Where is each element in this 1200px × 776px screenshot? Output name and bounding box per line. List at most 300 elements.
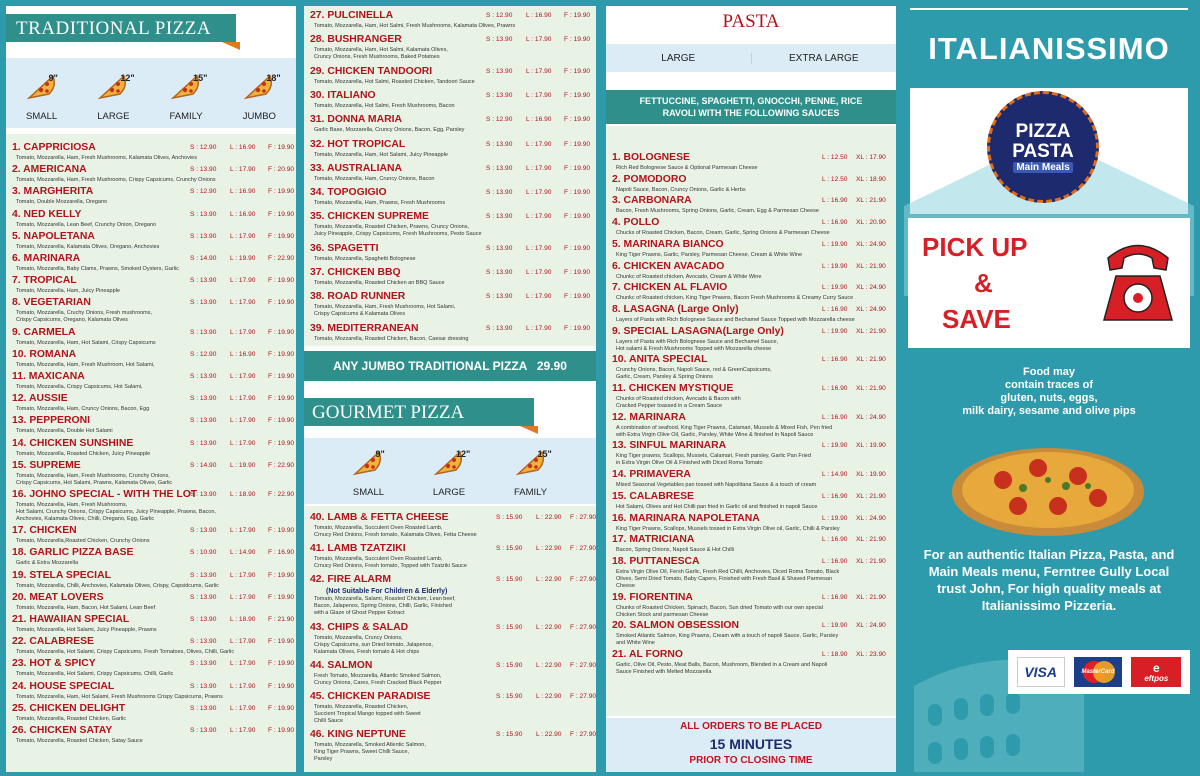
- badge-pizza: PIZZA: [1015, 120, 1071, 142]
- menu-item-price-xl: XL : 24.90: [856, 514, 886, 522]
- pizza-slice-icon: [98, 72, 135, 105]
- menu-item-line: [612, 195, 892, 208]
- menu-item-price-l: L : 17.90: [526, 213, 552, 221]
- menu-item-line: [12, 680, 295, 694]
- menu-item-description: Tomato, Mozzarella, Cruchy Onions, Fresh mushrooms, Crispy Capsicums, Oregano, Kalamata Olives: [16, 310, 153, 324]
- size-inches: 15": [193, 73, 208, 83]
- menu-item: [6, 460, 296, 487]
- pasta-header: [606, 6, 896, 38]
- menu-item-price-l: L : 17.90: [230, 232, 256, 240]
- menu-item-price-f: F : 19.90: [268, 328, 295, 336]
- menu-item-description: Tomato, Mozzarella, Ham, Prawns, Fresh Mushrooms: [314, 200, 446, 207]
- menu-item-name: 40. LAMB & FETTA CHEESE: [310, 512, 449, 523]
- allergy-line4: milk dairy, sesame and olive pips: [962, 405, 1136, 417]
- menu-item-price-s: S : 13.90: [486, 189, 513, 197]
- menu-item-price-s: S : 13.90: [486, 324, 513, 332]
- size-option: [242, 72, 281, 122]
- menu-item-name: 36. SPAGETTI: [310, 242, 379, 254]
- menu-item-price-s: S : 13.90: [190, 210, 217, 218]
- menu-item-line: [12, 415, 295, 428]
- menu-item: [606, 383, 896, 410]
- menu-item-description: Tomato, Mozzarella, Spaghetti Bolognese: [314, 255, 416, 262]
- menu-item-price-s: S : 15.90: [496, 661, 523, 669]
- menu-item-name: 12. MARINARA: [612, 411, 686, 423]
- traditional-pizza-list-2: [304, 6, 596, 346]
- menu-item-price-xl: XL : 17.90: [856, 154, 886, 161]
- menu-item-price-f: F : 19.90: [564, 12, 591, 19]
- menu-item-line: [310, 291, 592, 304]
- menu-item-price-l: L : 19.90: [822, 284, 848, 292]
- menu-item-name: 20. SALMON OBSESSION: [612, 620, 740, 632]
- menu-item-description: Layers of Pasta with Rich Bolognese Sauce and Bechamel Sauce Topped with Mozzarella cheese: [616, 316, 855, 323]
- menu-item-line: [612, 491, 892, 504]
- menu-item-price-l: L : 14.90: [230, 549, 256, 557]
- menu-item-price-l: L : 19.90: [230, 461, 256, 469]
- pizza-pasta-badge: [987, 91, 1099, 203]
- order-notice-line2: 15 MINUTES: [709, 736, 793, 752]
- menu-item-line: [612, 239, 892, 252]
- pasta-list: [606, 126, 896, 716]
- badge-main-meals: Main Meals: [1013, 162, 1072, 173]
- pizza-slice-icon: [353, 448, 383, 481]
- menu-item-description: Tomato, Mozzarella, Hot Salami, Juicy Pineapple, Prawns: [16, 627, 157, 633]
- menu-item-line: [12, 437, 295, 451]
- gourmet-pizza-title: GOURMET PIZZA: [312, 402, 465, 423]
- menu-item-price-s: S : 13.90: [190, 277, 217, 285]
- menu-item-price-xl: XL : 21.90: [856, 593, 886, 601]
- menu-item-price-s: S : 13.90: [190, 571, 217, 579]
- menu-item-description: Tomato, Mozzarella, Ham, Hot Salmi, Kalamata Olives, Cruncy Onions, Fresh Mushrooms, Baked Potatoes: [314, 47, 448, 61]
- size-label: SMALL: [352, 487, 385, 498]
- menu-item-name: 14. PRIMAVERA: [612, 469, 691, 481]
- menu-item-description: Tomato, Mozzarella, Roasted Chicken, Succient Tropical Mango topped with Sweet Chilli Sauce: [314, 704, 421, 724]
- menu-item-price-f: F : 19.90: [268, 439, 295, 447]
- menu-item-description: Tomato, Mozzarella, Ham, Hot Salami, Crispy Capsicums: [16, 339, 156, 346]
- menu-item-price-s: S : 13.90: [190, 616, 217, 623]
- menu-item-name: 20. MEAT LOVERS: [12, 591, 104, 603]
- menu-item-price-f: F : 19.90: [564, 213, 591, 221]
- menu-item-line: [612, 304, 892, 317]
- menu-item-price-s: S : 15.90: [496, 514, 523, 521]
- mastercard-logo: [1074, 657, 1122, 687]
- menu-item-price-l: L : 19.90: [822, 327, 848, 335]
- menu-item-line: [12, 393, 295, 406]
- menu-item-description: Tomato, Mozzarella, Ham, Fresh Mushrooms, Crispy Capsicums, Crunchy Onions: [16, 177, 216, 184]
- menu-item-line: [12, 725, 295, 738]
- menu-item: [606, 592, 896, 619]
- menu-item-name: 44. SALMON: [310, 659, 373, 671]
- menu-item: [6, 525, 296, 545]
- menu-item: [6, 349, 296, 369]
- menu-item-price-l: L : 17.90: [230, 373, 256, 380]
- size-label: JUMBO: [242, 111, 276, 122]
- menu-item-price-s: S : 12.90: [190, 144, 217, 151]
- menu-item: [6, 164, 296, 184]
- order-notice-line3: PRIOR TO CLOSING TIME: [689, 755, 813, 766]
- pickup-line1: PICK UP: [922, 232, 1028, 262]
- menu-item-price-s: S : 12.90: [486, 116, 513, 124]
- menu-item: [304, 114, 596, 134]
- menu-item-price-l: L : 17.90: [230, 638, 256, 646]
- menu-item-name: 5. MARINARA BIANCO: [612, 238, 724, 250]
- size-option: [26, 72, 57, 122]
- menu-item-price-l: L : 17.90: [526, 67, 552, 75]
- menu-item-line: [612, 620, 892, 633]
- menu-item: [6, 489, 296, 523]
- menu-item: [6, 393, 296, 413]
- menu-item-line: [310, 187, 592, 200]
- menu-item: [606, 304, 896, 324]
- menu-item-line: [310, 243, 592, 256]
- menu-item-description: Garlic Base, Mozzarella, Cruncy Onions, Bacon, Egg, Parsley: [314, 127, 465, 134]
- menu-item-price-l: L : 17.90: [230, 593, 256, 601]
- menu-item-line: [12, 275, 295, 288]
- menu-item-description: Fresh Tomato, Mozzarella, Atlantic Smoked Salmon, Cruncy Onions, Cares, Fresh Cracked Black Pepper: [314, 672, 442, 686]
- menu-item-name: 32. HOT TROPICAL: [310, 138, 406, 150]
- menu-item-line: [612, 261, 892, 274]
- menu-item-price-f: F : 27.90: [570, 514, 596, 521]
- menu-item-name: 7. TROPICAL: [12, 275, 77, 287]
- menu-item-price-xl: XL : 24.90: [856, 622, 886, 630]
- menu-item-line: [612, 217, 892, 230]
- menu-item-price-f: F : 27.90: [570, 693, 596, 700]
- pickup-box: [908, 218, 1190, 348]
- menu-item: [6, 415, 296, 435]
- menu-item-price-s: S : 13.90: [190, 166, 217, 174]
- menu-item-line: [310, 323, 592, 336]
- jumbo-banner-text: ANY JUMBO TRADITIONAL PIZZA 29.90: [333, 359, 567, 373]
- menu-item-name: 15. SUPREME: [12, 459, 81, 471]
- menu-item-price-l: L : 17.90: [230, 527, 256, 535]
- menu-item-name: 4. NED KELLY: [12, 208, 82, 220]
- menu-item: [304, 139, 596, 159]
- menu-item-line: [612, 174, 892, 187]
- menu-item-price-l: L : 16.90: [822, 385, 848, 392]
- menu-item-name: 2. POMODORO: [612, 173, 687, 185]
- menu-item-price-l: L : 18.90: [230, 491, 256, 498]
- traditional-pizza-panel: [6, 6, 296, 772]
- pasta-banner: [606, 90, 896, 124]
- menu-item-price-l: L : 22.90: [536, 623, 562, 631]
- menu-item: [6, 297, 296, 324]
- menu-item-description: Tomato, Mozzarella, Ham, Fresh Mushrooms, Kalamata Olives, Anchovies: [16, 155, 197, 161]
- menu-item: [6, 725, 296, 745]
- menu-item-line: [612, 354, 892, 367]
- menu-item-price-xl: XL : 24.90: [856, 284, 886, 292]
- order-notice-line1: ALL ORDERS TO BE PLACED: [680, 721, 822, 732]
- menu-item-price-l: L : 16.90: [230, 188, 256, 196]
- menu-item: [606, 469, 896, 489]
- gourmet-pizza-list: [304, 506, 596, 772]
- menu-item-line: [310, 659, 596, 673]
- menu-item-name: 2. AMERICANA: [12, 164, 87, 176]
- menu-item-description: Tomato, Mozzarella, Roasted Chicken, Prawns, Cruncy Onions, Juicy Pineapple, Crispy Capsicums, Fresh Mushrooms, Pesto Sauce: [314, 224, 482, 238]
- allergy-line2: contain traces of: [1004, 379, 1094, 391]
- menu-item-name: 29. CHICKEN TANDOORI: [310, 65, 433, 77]
- menu-item-name: 15. CALABRESE: [612, 490, 694, 502]
- menu-item-description: Tomato, Mozzarella, Ham, Juicy Pineapple: [16, 288, 120, 295]
- menu-item-description: Tomato, Mozzarella, Roasted Chicken, Juicy Pineapple: [16, 450, 151, 457]
- menu-item-description: Tomato, Mozzarella, Salami, Roasted Chicken, Lean beef, Bacon, Jalapenos, Spring Onions, Chilli, Garlic, Finished with a Glaze of Ghost Pepper Extract: [314, 596, 456, 617]
- menu-item-name: 19. STELA SPECIAL: [12, 569, 111, 581]
- menu-item-price-l: L : 17.90: [230, 660, 256, 668]
- size-option: [353, 448, 384, 498]
- pizza-slice-icon: [27, 72, 57, 105]
- eftpos-e-icon: e: [1152, 660, 1160, 675]
- menu-item-price-l: L : 16.90: [822, 197, 848, 205]
- pasta-sizes-row: [606, 44, 896, 72]
- menu-item-price-s: S : 13.90: [190, 417, 217, 425]
- menu-item-name: 3. CARBONARA: [612, 195, 692, 207]
- size-option: [514, 448, 552, 498]
- menu-item-price-xl: XL : 21.90: [856, 262, 886, 270]
- menu-item-price-s: S : 15.90: [496, 576, 523, 584]
- menu-item-price-l: L : 16.90: [822, 536, 848, 544]
- size-label: LARGE: [432, 487, 466, 498]
- menu-item-name: 9. CARMELA: [12, 326, 76, 338]
- size-option: [169, 72, 208, 122]
- menu-item-name: 41. LAMB TZATZIKI: [310, 543, 406, 555]
- menu-item-line: [310, 512, 596, 525]
- menu-item-name: 8. VEGETARIAN: [12, 297, 91, 309]
- size-label: LARGE: [97, 111, 130, 122]
- menu-item-price-s: S : 13.90: [486, 67, 513, 75]
- menu-item-price-s: S : 12.90: [486, 12, 513, 19]
- menu-item: [6, 438, 296, 458]
- menu-item-price-xl: XL : 18.90: [856, 175, 886, 183]
- menu-item-description: Smoked Atlantic Salmon, King Prawns, Cream with a touch of napoli Sauce, Garlic, Parsley and White Wine: [616, 633, 839, 647]
- menu-item-price-f: F : 19.90: [268, 527, 295, 535]
- menu-item-price-f: F : 19.90: [268, 188, 295, 196]
- menu-item-price-l: L : 17.90: [526, 164, 552, 172]
- menu-item-price-xl: XL : 21.90: [856, 385, 886, 392]
- menu-item-description: Tomato, Mozzarella, Roasted Chicken an BBQ Sauce: [314, 280, 445, 286]
- allergy-line1: Food may: [1023, 366, 1075, 378]
- menu-item: [606, 649, 896, 676]
- menu-item-name: 16. JOHNO SPECIAL - WITH THE LOT: [12, 489, 198, 500]
- menu-item-price-l: L : 16.90: [526, 116, 552, 124]
- menu-item-price-l: L : 16.90: [230, 144, 256, 151]
- menu-item-price-l: L : 16.90: [822, 492, 848, 500]
- menu-item-price-l: L : 17.90: [526, 36, 552, 44]
- menu-item-name: 5. NAPOLETANA: [12, 230, 95, 242]
- menu-item-price-l: L : 16.90: [526, 12, 552, 19]
- menu-item-name: 33. AUSTRALIANA: [310, 162, 402, 174]
- size-inches: 18": [266, 73, 281, 83]
- menu-item-price-f: F : 19.90: [268, 682, 295, 690]
- menu-item-line: [12, 547, 295, 560]
- menu-item-name: 11. CHICKEN MYSTIQUE: [612, 383, 734, 394]
- menu-item: [606, 513, 896, 533]
- menu-item-price-f: F : 19.90: [564, 189, 591, 197]
- menu-item-line: [12, 658, 295, 671]
- menu-item-line: [12, 186, 295, 199]
- menu-item-price-l: L : 14.90: [822, 471, 848, 479]
- menu-item-description: Tomato, Mozzarella, Baby Clams, Prawns, Smoked Oysters, Garlic: [16, 266, 179, 272]
- menu-item: [606, 239, 896, 259]
- menu-item-description: Chunks of Roasted chicken, Avocado & Bacon with Cracked Pepper toassed in a Cream Sauce: [616, 396, 741, 409]
- menu-item-line: [12, 591, 295, 605]
- menu-item-description: Tomato, Mozzarella, Chilli, Anchovies, Kalamata Olives, Crispy, Capsidcums, Garlic: [16, 582, 219, 589]
- menu-item-price-xl: XL : 19.90: [856, 442, 886, 450]
- menu-item-description: Tomato, Mozzarella, Cruncy Onions, Crispy Capsicums, sun Dried tomato, Jalapenos, Kalamata Olives, Fresh tomato & Hot chips: [314, 634, 433, 655]
- menu-item-description: Tomato, Mozzarella,Roasted Chicken, Crunchy Onions: [16, 538, 150, 545]
- menu-item: [6, 547, 296, 567]
- menu-item-name: 4. POLLO: [612, 217, 660, 229]
- menu-item-name: 38. ROAD RUNNER: [310, 291, 406, 303]
- menu-item: [6, 209, 296, 229]
- menu-item-price-l: L : 12.50: [822, 154, 848, 161]
- menu-item-line: [310, 90, 592, 103]
- menu-item-description: Tomato, Mozzarella, Kalamata Olives, Oregano, Anchovies: [16, 243, 160, 250]
- menu-item: [606, 440, 896, 467]
- menu-item-description: King Tiger prawns, Scallops, Mussels, Calamari, Fresh parsley, Garlic Pan Fried in Extra Virgin Olive Oil & Finished with Diced Roma Tomato: [616, 453, 811, 467]
- menu-item: [606, 412, 896, 439]
- menu-item-name: 10. ANITA SPECIAL: [612, 354, 708, 366]
- menu-item-line: [310, 211, 592, 224]
- menu-item-line: [310, 34, 592, 47]
- menu-item-line: [612, 326, 892, 339]
- menu-item-price-f: F : 19.90: [564, 36, 591, 44]
- menu-item: [6, 703, 296, 723]
- menu-item-line: [310, 543, 596, 556]
- menu-item: [304, 10, 596, 30]
- menu-item-name: 18. GARLIC PIZZA BASE: [12, 547, 134, 559]
- menu-item-price-l: L : 17.90: [230, 395, 256, 403]
- menu-item-price-l: L : 17.90: [526, 324, 552, 332]
- menu-item-price-s: S : 13.90: [190, 638, 217, 646]
- menu-item-price-l: L : 17.90: [526, 189, 552, 197]
- menu-item-line: [612, 513, 892, 526]
- menu-item-name: 17. CHICKEN: [12, 525, 77, 537]
- menu-item-price-f: F : 19.90: [268, 727, 295, 734]
- menu-item-price-s: S : 13.90: [190, 328, 217, 336]
- visa-label: VISA: [1024, 664, 1057, 680]
- menu-item-price-s: S : 13.90: [190, 682, 217, 690]
- menu-item-description: Extra Virgin Olive Oil, Fersh Garlic, Fresh Red Chilli, Anchovies, Diced Roma Tomato, Black Olives, Semi Dried Tomato, Baby Capers, Finished with Fresh Basil & Shaved Parmesan Cheese: [616, 568, 840, 589]
- menu-item-line: [310, 10, 592, 23]
- menu-item-name: 1. CAPPRICIOSA: [12, 142, 96, 153]
- menu-item: [6, 327, 296, 347]
- size-inches: 12": [456, 449, 471, 459]
- menu-item-line: [310, 621, 596, 635]
- menu-item-line: [12, 348, 295, 362]
- menu-item-description: Bacon, Spring Onions, Napoli Sauce & Hot Chilli: [616, 547, 735, 554]
- menu-item-price-s: S : 13.90: [190, 395, 217, 403]
- pizza-slice-icon: [244, 72, 281, 105]
- menu-item-price-f: F : 19.90: [268, 144, 295, 151]
- menu-item-line: [612, 412, 892, 425]
- menu-item-name: 8. LASAGNA (Large Only): [612, 303, 739, 315]
- pasta-title: PASTA: [722, 11, 780, 32]
- pasta-size-large: LARGE: [606, 53, 752, 64]
- size-inches: 9": [48, 73, 58, 83]
- menu-item-description: Tomato, Mozzarella, Ham, Bacon, Hot Salami, Lean Beef: [16, 604, 156, 611]
- menu-item-price-f: F : 19.90: [268, 593, 295, 601]
- menu-item-line: [310, 139, 592, 152]
- menu-item-price-xl: XL : 24.90: [856, 413, 886, 421]
- menu-item-price-l: L : 22.90: [536, 514, 562, 521]
- menu-item-price-l: L : 19.90: [822, 240, 848, 248]
- menu-item-line: [12, 525, 295, 538]
- menu-item: [304, 512, 596, 539]
- menu-item-line: [12, 208, 295, 222]
- menu-item: [6, 186, 296, 206]
- menu-item-description: King Tiger Prawns, Garlic, Parsley, Parmesan Cheese, Cream & White Wine: [616, 251, 803, 258]
- menu-item: [606, 556, 896, 590]
- menu-item-price-l: L : 19.90: [822, 514, 848, 522]
- size-label: FAMILY: [514, 487, 548, 498]
- menu-item-line: [12, 459, 295, 473]
- size-inches: 12": [120, 73, 135, 83]
- menu-item-price-xl: XL : 21.90: [856, 197, 886, 205]
- pizza-slice-icon: [516, 448, 552, 481]
- menu-item-description: Chucks of Roasted Chicken, Bacon, Cream, Garlic, Spring Onions & Parmesan Cheese: [616, 230, 830, 237]
- menu-item-line: [310, 729, 596, 742]
- size-option: [97, 72, 135, 122]
- menu-item-price-f: F : 19.90: [564, 244, 591, 252]
- menu-item-price-f: F : 19.90: [268, 660, 295, 668]
- menu-item-name: 25. CHICKEN DELIGHT: [12, 702, 126, 714]
- menu-item-price-l: L : 12.50: [822, 175, 848, 183]
- menu-item: [304, 267, 596, 287]
- menu-item-price-f: F : 19.90: [268, 210, 295, 218]
- menu-item-description: Tomato, Mozzarella, Succulent Oven Roasted Lamb, Crnucy Red Onions, Fresh tomato, Kalamata Olives, Fetta Cheese: [314, 525, 477, 538]
- order-notice: [606, 718, 896, 772]
- menu-item-price-f: F : 27.90: [570, 623, 596, 631]
- menu-item-price-xl: XL : 24.90: [856, 240, 886, 248]
- menu-item-name: 43. CHIPS & SALAD: [310, 621, 409, 633]
- gourmet-sizes-row: [304, 438, 596, 504]
- menu-item: [304, 574, 596, 617]
- menu-item: [606, 620, 896, 647]
- menu-item-price-f: F : 22.90: [268, 461, 295, 469]
- menu-item-name: 18. PUTTANESCA: [612, 555, 700, 567]
- menu-item-price-l: L : 16.90: [822, 305, 848, 313]
- menu-item-line: [612, 556, 892, 569]
- menu-item-description: Tomato, Mozzarella, Smoked Atlentic Salmon, King Tiger Prawns, Sweet Chilli Sauce, Parsley: [314, 742, 426, 763]
- menu-item: [6, 231, 296, 251]
- menu-item-line: [612, 282, 892, 295]
- menu-item-description: Tomato, Mozzarella, Hot Salmi, Roasted Chicken, Tandoori Sauce: [314, 78, 475, 85]
- menu-item: [304, 660, 596, 687]
- pasta-size-xl: EXTRA LARGE: [789, 52, 859, 64]
- pizza-slice-icon: [434, 448, 471, 481]
- menu-item-description: Tomato, Mozzarella, Hot Salami, Crispy Capsicums, Chilli, Garlic: [16, 671, 174, 678]
- menu-item-price-l: L : 18.90: [822, 651, 848, 658]
- menu-item-name: 46. KING NEPTUNE: [310, 729, 406, 741]
- menu-item-price-f: F : 27.90: [570, 576, 596, 584]
- menu-item-description: Tomato, Mozzarella, Ham, Fresh Mushroom, Hot Salami,: [16, 361, 155, 368]
- menu-item-price-l: L : 22.90: [536, 576, 562, 584]
- menu-item-description: Napoli Sauce, Bacon, Cruncy Onions, Garlic & Herbs: [616, 186, 746, 193]
- menu-item-name: 34. TOPOGIGIO: [310, 187, 387, 199]
- menu-item-price-xl: XL : 21.90: [856, 557, 886, 565]
- menu-item-price-f: F : 19.90: [564, 293, 591, 301]
- menu-item: [6, 658, 296, 678]
- menu-item-name: 10. ROMANA: [12, 348, 77, 360]
- menu-item: [606, 326, 896, 353]
- menu-item-price-l: L : 19.90: [822, 442, 848, 450]
- menu-item: [606, 261, 896, 281]
- size-option: [432, 448, 471, 498]
- menu-item-price-s: S : 15.90: [496, 623, 523, 631]
- menu-item-description: Tomato, Mozzarella, Ham, Cruncy Onions, Bacon, Egg: [16, 406, 150, 413]
- menu-item-name: 28. BUSHRANGER: [310, 34, 402, 46]
- header-ribbon: [222, 42, 240, 50]
- menu-item-price-l: L : 16.90: [230, 350, 256, 358]
- menu-item-price-l: L : 17.90: [526, 140, 552, 148]
